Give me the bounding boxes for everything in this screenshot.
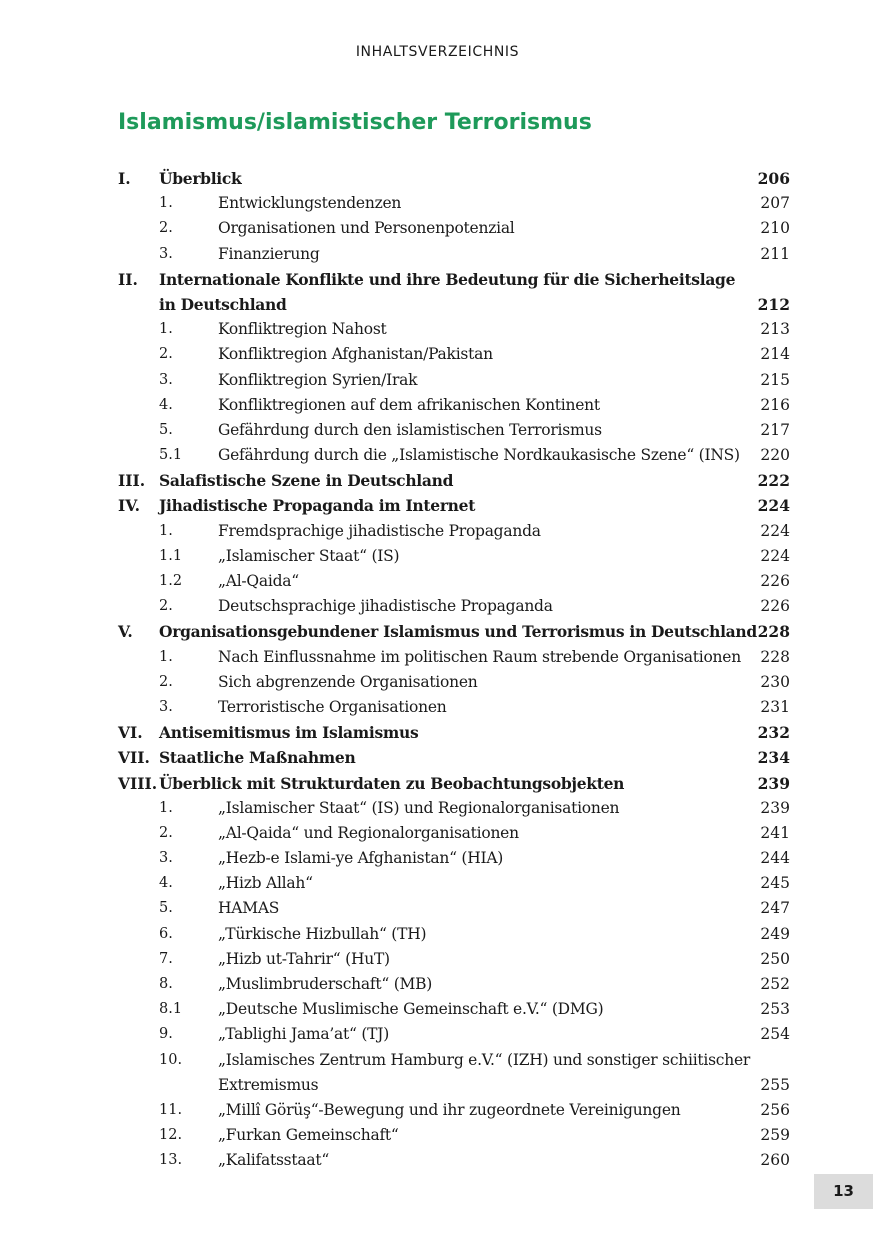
subsection-title: „Hezb-e Islami-ye Afghanistan“ (HIA) (218, 849, 504, 868)
page-number: 13 (814, 1174, 873, 1209)
toc-page-number: 256 (760, 1100, 790, 1119)
toc-subsection-row[interactable] (118, 1123, 790, 1148)
toc-page-number: 226 (760, 597, 790, 616)
toc-subsection-row[interactable] (118, 871, 790, 896)
toc-page-number: 226 (760, 572, 790, 590)
chapter-number: VIII. (118, 773, 158, 793)
toc-page-number: 244 (760, 849, 790, 868)
toc-page-number: 224 (760, 521, 790, 540)
chapter-title: Organisationsgebundener Islamismus und Terrorismus in Deutschland (159, 622, 757, 642)
toc-subsection-row[interactable] (118, 569, 790, 594)
subsection-number: 1.2 (159, 573, 183, 589)
toc-subsection-row[interactable] (118, 896, 790, 921)
subsection-title: Konfliktregion Syrien/Irak (218, 370, 418, 389)
toc-page-number: 249 (760, 924, 790, 943)
toc-page-number: 211 (760, 244, 790, 263)
chapter-number: VI. (118, 723, 143, 743)
subsection-number: 9. (159, 1026, 173, 1043)
toc-chapter-row[interactable] (118, 720, 790, 745)
subsection-number: 7. (159, 950, 173, 967)
toc-page-number: 245 (760, 874, 790, 893)
chapter-number: II. (118, 269, 138, 289)
subsection-title: Deutschsprachige jihadistische Propaganda (218, 597, 553, 616)
subsection-number: 2. (159, 673, 173, 690)
subsection-title: „Deutsche Muslimische Gemeinschaft e.V.“ (DMG) (218, 1000, 604, 1019)
toc-page-number: 206 (757, 169, 790, 188)
toc-page-number: 241 (760, 823, 790, 842)
subsection-title: „Al-Qaida“ und Regionalorganisationen (218, 823, 519, 842)
toc-subsection-row[interactable] (118, 544, 790, 569)
subsection-number: 12. (159, 1127, 183, 1144)
subsection-title: „Islamischer Staat“ (IS) (218, 546, 400, 565)
toc-page-number: 232 (757, 723, 790, 743)
toc-page-number: 250 (760, 949, 790, 968)
subsection-title: „Al-Qaida“ (218, 572, 299, 590)
toc-page-number: 217 (760, 420, 790, 439)
subsection-number: 2. (159, 220, 173, 237)
toc-page-number: 212 (757, 294, 790, 314)
toc-page-number: 255 (760, 1075, 790, 1094)
toc-chapter-row[interactable] (118, 493, 790, 518)
subsection-title: Nach Einflussnahme im politischen Raum strebende Organisationen (218, 647, 741, 666)
chapter-title: Staatliche Maßnahmen (159, 748, 356, 768)
toc-subsection-row[interactable] (118, 519, 790, 544)
subsection-number: 5.1 (159, 447, 183, 464)
toc-subsection-row[interactable] (118, 368, 790, 393)
running-head: INHALTSVERZEICHNIS (355, 44, 520, 60)
toc-page-number: 230 (760, 672, 790, 691)
toc-subsection-row[interactable] (118, 796, 790, 821)
subsection-title: „Hizb ut-Tahrir“ (HuT) (218, 949, 390, 968)
toc-subsection-row[interactable] (118, 1098, 790, 1123)
toc-page-number: 228 (757, 622, 790, 642)
subsection-title: „Türkische Hizbullah“ (TH) (218, 924, 427, 943)
subsection-title: „Hizb Allah“ (218, 874, 313, 893)
subsection-title: Entwicklungstendenzen (218, 194, 402, 213)
toc-subsection-row[interactable] (118, 342, 790, 367)
subsection-title: Konfliktregionen auf dem afrikanischen Kontinent (218, 395, 600, 414)
subsection-number: 1.1 (159, 547, 183, 564)
toc-subsection-row[interactable] (118, 1048, 790, 1073)
toc-page-number: 239 (760, 798, 790, 817)
chapter-number: VII. (118, 748, 150, 768)
subsection-title: HAMAS (218, 899, 280, 918)
subsection-title: Organisationen und Personenpotenzial (218, 219, 515, 238)
toc-chapter-row[interactable] (118, 771, 790, 796)
subsection-title: Konfliktregion Afghanistan/Pakistan (218, 345, 493, 364)
toc-subsection-row[interactable] (118, 846, 790, 871)
chapter-title: in Deutschland (159, 294, 287, 314)
toc-page-number: 260 (760, 1151, 790, 1170)
chapter-title: Jihadistische Propaganda im Internet (159, 496, 476, 516)
toc-subsection-row[interactable] (118, 670, 790, 695)
toc-chapter-row[interactable] (118, 166, 790, 191)
subsection-title: Sich abgrenzende Organisationen (218, 672, 478, 691)
toc-subsection-row[interactable] (118, 216, 790, 241)
chapter-title: Internationale Konflikte und ihre Bedeutung für die Sicherheitslage (159, 269, 736, 289)
toc-chapter-row[interactable] (118, 267, 790, 292)
subsection-number: 2. (159, 346, 173, 363)
subsection-title: „Millî Görüş“-Bewegung und ihr zugeordnete Vereinigungen (218, 1100, 681, 1119)
toc-page-number: 254 (760, 1025, 790, 1044)
toc-chapter-row[interactable] (118, 745, 790, 770)
toc-page-number: 224 (760, 546, 790, 565)
toc-page-number: 247 (760, 899, 790, 918)
toc-page-number: 207 (760, 194, 790, 213)
chapter-title: Überblick (159, 169, 242, 188)
toc-subsection-row[interactable] (118, 1148, 790, 1173)
toc-page-number: 213 (760, 320, 790, 339)
subsection-title: „Muslimbruderschaft“ (MB) (218, 975, 433, 993)
subsection-number: 2. (159, 824, 173, 841)
subsection-number: 1. (159, 648, 173, 665)
subsection-number: 6. (159, 925, 173, 942)
subsection-number: 4. (159, 875, 173, 892)
toc-subsection-row[interactable] (118, 922, 790, 947)
toc-page-number: 216 (760, 395, 790, 414)
toc-subsection-row[interactable] (118, 317, 790, 342)
chapter-number: III. (118, 471, 146, 491)
toc-page-number: 234 (757, 748, 790, 768)
subsection-number: 5. (159, 900, 173, 917)
subsection-number: 3. (159, 245, 173, 262)
toc-subsection-row[interactable] (118, 997, 790, 1022)
toc-page-number: 239 (757, 773, 790, 793)
subsection-number: 8. (159, 976, 173, 992)
toc-subsection-row[interactable] (118, 821, 790, 846)
subsection-number: 11. (159, 1101, 183, 1118)
toc-page-number: 220 (760, 446, 790, 465)
subsection-title: Gefährdung durch den islamistischen Terrorismus (218, 420, 602, 439)
chapter-number: I. (118, 169, 131, 188)
subsection-number: 1. (159, 195, 173, 212)
subsection-title: „Furkan Gemeinschaft“ (218, 1126, 399, 1145)
subsection-title: Gefährdung durch die „Islamistische Nordkaukasische Szene“ (INS) (218, 446, 740, 465)
toc-chapter-row[interactable] (118, 468, 790, 493)
toc-page-number: 224 (757, 496, 790, 516)
toc-subsection-row[interactable] (118, 242, 790, 267)
subsection-title: „Islamisches Zentrum Hamburg e.V.“ (IZH) und sonstiger schiitischer (218, 1050, 751, 1069)
subsection-number: 1. (159, 321, 173, 338)
section-title: Islamismus/islamistischer Terrorismus (118, 110, 592, 135)
subsection-number: 4. (159, 396, 173, 413)
subsection-number: 10. (159, 1051, 183, 1068)
subsection-title: Fremdsprachige jihadistische Propaganda (218, 521, 541, 540)
chapter-title: Salafistische Szene in Deutschland (159, 471, 454, 491)
subsection-title: Terroristische Organisationen (218, 697, 447, 716)
toc-chapter-row[interactable] (118, 292, 790, 317)
chapter-number: V. (118, 622, 133, 642)
subsection-title: „Islamischer Staat“ (IS) und Regionalorganisationen (218, 798, 620, 817)
subsection-number: 5. (159, 421, 173, 438)
toc-page-number: 231 (760, 697, 790, 716)
toc-subsection-row[interactable] (118, 418, 790, 443)
table-of-contents (118, 166, 790, 1174)
chapter-number: IV. (118, 496, 140, 516)
toc-page-number: 259 (760, 1126, 790, 1145)
subsection-title: „Kalifatsstaat“ (218, 1151, 329, 1170)
toc-subsection-row[interactable] (118, 1022, 790, 1047)
toc-subsection-row[interactable] (118, 645, 790, 670)
subsection-title: „Tablighi Jama’at“ (TJ) (218, 1025, 390, 1044)
subsection-title: Extremismus (218, 1075, 319, 1094)
toc-subsection-row[interactable] (118, 1073, 790, 1098)
subsection-number: 1. (159, 799, 173, 816)
subsection-number: 8.1 (159, 1001, 183, 1018)
toc-subsection-row[interactable] (118, 972, 790, 997)
toc-subsection-row[interactable] (118, 443, 790, 468)
toc-page-number: 252 (760, 975, 790, 993)
toc-subsection-row[interactable] (118, 695, 790, 720)
subsection-title: Konfliktregion Nahost (218, 320, 387, 339)
toc-subsection-row[interactable] (118, 947, 790, 972)
toc-subsection-row[interactable] (118, 594, 790, 619)
chapter-title: Antisemitismus im Islamismus (159, 723, 419, 743)
subsection-number: 1. (159, 522, 173, 539)
subsection-number: 2. (159, 598, 173, 615)
chapter-title: Überblick mit Strukturdaten zu Beobachtungsobjekten (159, 773, 625, 793)
subsection-number: 13. (159, 1152, 183, 1169)
toc-page-number: 228 (760, 647, 790, 666)
subsection-number: 3. (159, 698, 173, 715)
toc-page-number: 214 (760, 345, 790, 364)
toc-page-number: 210 (760, 219, 790, 238)
toc-subsection-row[interactable] (118, 393, 790, 418)
toc-page-number: 215 (760, 370, 790, 389)
toc-page-number: 222 (757, 471, 790, 491)
subsection-title: Finanzierung (218, 244, 320, 263)
toc-subsection-row[interactable] (118, 191, 790, 216)
subsection-number: 3. (159, 371, 173, 388)
subsection-number: 3. (159, 850, 173, 867)
toc-chapter-row[interactable] (118, 619, 790, 644)
toc-page-number: 253 (760, 1000, 790, 1019)
